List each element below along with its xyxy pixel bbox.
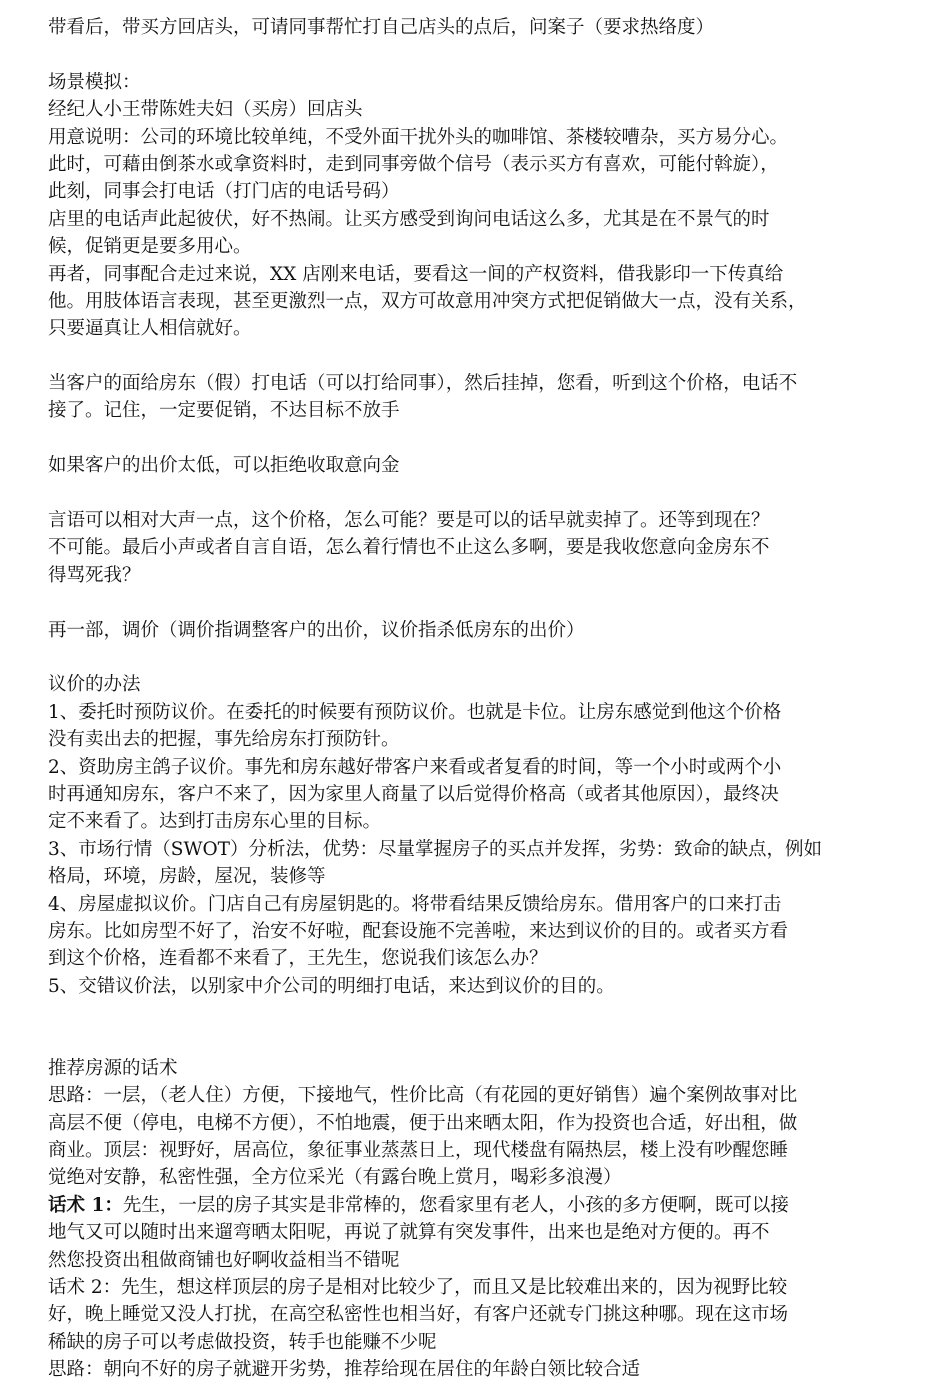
paragraph-line: 接了。记住，一定要促销，不达目标不放手 <box>48 400 400 422</box>
paragraph-line: 如果客户的出价太低，可以拒绝收取意向金 <box>48 455 400 477</box>
paragraph-line: 稀缺的房子可以考虑做投资，转手也能赚不少呢 <box>48 1331 437 1353</box>
paragraph-line: 只要逼真让人相信就好。 <box>48 318 252 340</box>
list-item-line: 1、委托时预防议价。在委托的时候要有预防议价。也就是卡位。让房东感觉到他这个价格 <box>48 701 782 723</box>
paragraph-line: 此时，可藉由倒茶水或拿资料时，走到同事旁做个信号（表示买方有喜欢，可能付斡旋）， <box>48 153 779 175</box>
blank-line <box>48 644 918 671</box>
list-item-line: 定不来看了。达到打击房东心里的目标。 <box>48 811 382 833</box>
paragraph-line: 言语可以相对大声一点，这个价格，怎么可能？要是可以的话早就卖掉了。还等到现在？ <box>48 510 770 532</box>
paragraph-line: 觉绝对安静，私密性强，全方位采光（有露台晚上赏月，喝彩多浪漫） <box>48 1167 622 1189</box>
paragraph-line: 候，促销更是要多用心。 <box>48 236 252 258</box>
paragraph-line: 再一部，调价（调价指调整客户的出价，议价指杀低房东的出价） <box>48 619 585 641</box>
paragraph-line: 再者，同事配合走过来说，XX 店刚来电话，要看这一间的产权资料，借我影印一下传真给 <box>48 263 784 285</box>
list-item-line: 时再通知房东，客户不来了，因为家里人商量了以后觉得价格高（或者其他原因），最终决 <box>48 783 779 805</box>
paragraph-line: 当客户的面给房东（假）打电话（可以打给同事），然后挂掉，您看，听到这个价格，电话不 <box>48 373 798 395</box>
blank-line <box>48 425 918 452</box>
paragraph-line: 地气又可以随时出来遛弯晒太阳呢，再说了就算有突发事件，出来也是绝对方便的。再不 <box>48 1222 770 1244</box>
script-1-text: 先生，一层的房子其实是非常棒的，您看家里有老人，小孩的多方便啊，既可以接 <box>122 1194 789 1216</box>
list-item-line: 4、房屋虚拟议价。门店自己有房屋钥匙的。将带看结果反馈给房东。借用客户的口来打击 <box>48 893 782 915</box>
paragraph-line: 他。用肢体语言表现，甚至更激烈一点，双方可故意用冲突方式把促销做大一点，没有关系， <box>48 290 807 312</box>
blank-line <box>48 1027 918 1054</box>
paragraph-line: 思路：朝向不好的房子就避开劣势，推荐给现在居住的年龄白领比较合适 <box>48 1359 641 1381</box>
paragraph-line: 好，晚上睡觉又没人打扰，在高空私密性也相当好，有客户还就专门挑这种哪。现在这市场 <box>48 1304 789 1326</box>
paragraph-line: 不可能。最后小声或者自言自语，怎么着行情也不止这么多啊，要是我收您意向金房东不 <box>48 537 770 559</box>
paragraph-line: 思路：一层，（老人住）方便，下接地气，性价比高（有花园的更好销售）遍个案例故事对比 <box>48 1085 798 1107</box>
paragraph-line: 店里的电话声此起彼伏，好不热闹。让买方感受到询问电话这么多，尤其是在不景气的时 <box>48 208 770 230</box>
paragraph-line: 高层不便（停电，电梯不方便），不怕地震，便于出来晒太阳，作为投资也合适，好出租，做 <box>48 1112 798 1134</box>
paragraph-line: 得骂死我？ <box>48 564 141 586</box>
list-item-line: 格局，环境，房龄，屋况，装修等 <box>48 866 326 888</box>
paragraph-line: 商业。顶层：视野好，居高位，象征事业蒸蒸日上，现代楼盘有隔热层，楼上没有吵醒您睡 <box>48 1140 789 1162</box>
list-item-line: 2、资助房主鸽子议价。事先和房东越好带客户来看或者复看的时间，等一个小时或两个小 <box>48 756 782 778</box>
paragraph-line: 此刻，同事会打电话（打门店的电话号码） <box>48 181 400 203</box>
blank-line <box>48 589 918 616</box>
blank-line <box>48 1000 918 1027</box>
negotiation-heading: 议价的办法 <box>48 674 141 696</box>
paragraph-line: 话术 2：先生，想这样顶层的房子是相对比较少了，而且又是比较难出来的，因为视野比较 <box>48 1276 788 1298</box>
recommend-heading: 推荐房源的话术 <box>48 1057 178 1079</box>
blank-line <box>48 480 918 507</box>
scenario-subtitle: 经纪人小王带陈姓夫妇（买房）回店头 <box>48 99 363 121</box>
scenario-heading: 场景模拟： <box>48 71 141 93</box>
list-item-line: 5、交错议价法，以别家中介公司的明细打电话，来达到议价的目的。 <box>48 975 615 997</box>
script-1-first-line <box>48 1192 918 1219</box>
paragraph-line: 然您投资出租做商铺也好啊收益相当不错呢 <box>48 1249 400 1271</box>
list-item-line: 没有卖出去的把握，事先给房东打预防针。 <box>48 729 400 751</box>
paragraph-line: 用意说明：公司的环境比较单纯，不受外面干扰外头的咖啡馆、茶楼较嘈杂，买方易分心。 <box>48 126 789 148</box>
blank-line <box>48 41 918 68</box>
list-item-line: 到这个价格，连看都不来看了，王先生，您说我们该怎么办？ <box>48 948 548 970</box>
intro-line: 带看后，带买方回店头，可请同事帮忙打自己店头的点后，问案子（要求热络度） <box>48 17 715 38</box>
blank-line <box>48 343 918 370</box>
list-item-line: 3、市场行情（SWOT）分析法，优势：尽量掌握房子的买点并发挥，劣势：致命的缺点，例如 <box>48 838 822 860</box>
document-page <box>48 14 918 1384</box>
list-item-line: 房东。比如房型不好了，治安不好啦，配套设施不完善啦，来达到议价的目的。或者买方看 <box>48 920 789 942</box>
script-1-label: 话术 1： <box>48 1194 123 1216</box>
